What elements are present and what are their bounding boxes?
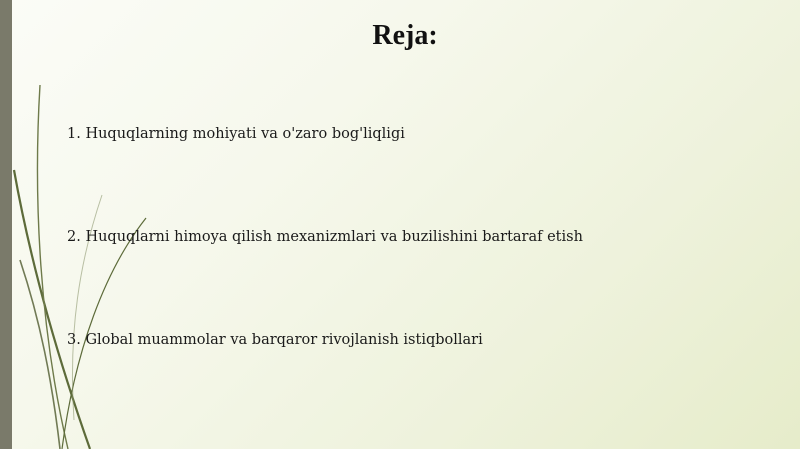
plan-item: 3. Global muammolar va barqaror rivojlanish istiqbollari [67, 332, 483, 348]
plan-item: 2. Huquqlarni himoya qilish mexanizmlari va buzilishini bartaraf etish [67, 229, 583, 245]
plan-item: 1. Huquqlarning mohiyati va o'zaro bog'liqligi [67, 126, 405, 142]
slide-title: Reja: [372, 20, 438, 51]
decorative-grass-lines [0, 0, 160, 449]
